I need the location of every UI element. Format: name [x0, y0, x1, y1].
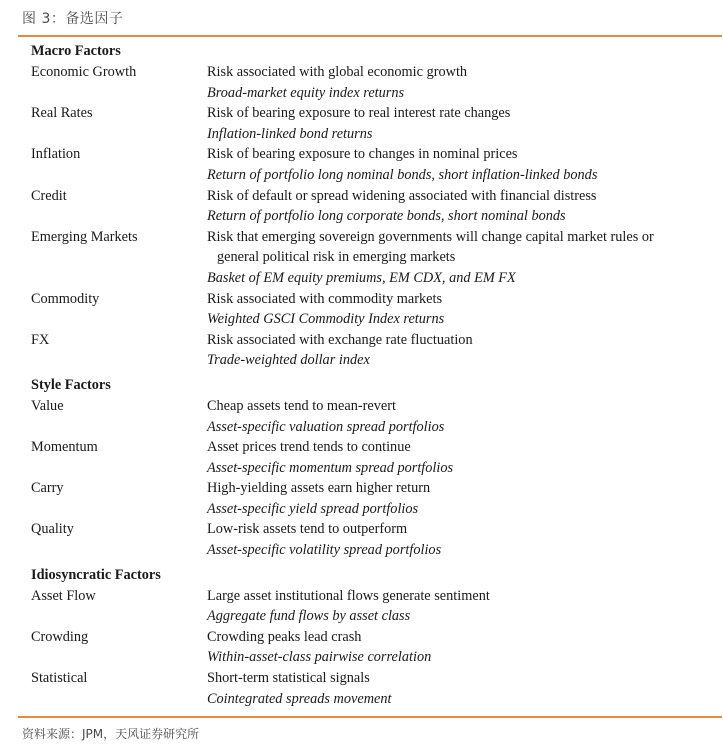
factor-name: Momentum	[31, 439, 98, 456]
factor-table	[31, 41, 711, 709]
factor-description: Short-term statistical signals	[207, 670, 370, 687]
factor-name: Emerging Markets	[31, 228, 138, 245]
section-header: Style Factors	[31, 376, 111, 393]
section-header: Macro Factors	[31, 43, 121, 59]
factor-description: Low-risk assets tend to outperform	[207, 521, 408, 538]
factor-proxy: Asset-specific valuation spread portfolios	[207, 418, 445, 435]
factor-row	[31, 627, 711, 668]
factor-proxy: Weighted GSCI Commodity Index returns	[207, 311, 445, 328]
factor-name: Crowding	[31, 628, 89, 645]
factor-detail	[207, 519, 687, 560]
top-rule	[18, 35, 722, 37]
factor-detail	[207, 227, 687, 289]
factor-detail	[207, 103, 687, 144]
factor-row	[31, 186, 711, 227]
factor-description: Risk associated with exchange rate fluctuation	[207, 331, 473, 348]
factor-row	[31, 478, 711, 519]
factor-row	[31, 668, 711, 709]
factor-description: Risk of default or spread widening associated with financial distress	[207, 187, 597, 204]
factor-detail	[207, 330, 687, 371]
factor-row	[31, 103, 711, 144]
factor-proxy: Broad-market equity index returns	[207, 84, 405, 101]
factor-proxy: Return of portfolio long nominal bonds, short inflation-linked bonds	[207, 166, 598, 183]
factor-name: Commodity	[31, 290, 100, 307]
factor-row	[31, 289, 711, 330]
factor-name: Inflation	[31, 146, 81, 163]
factor-detail	[207, 186, 687, 227]
factor-row	[31, 62, 711, 103]
factor-description: Risk that emerging sovereign governments will change capital market rules or general political risk in emerging markets	[207, 228, 654, 266]
figure-title: 图 3：备选因子	[22, 11, 124, 27]
factor-description: Asset prices trend tends to continue	[207, 439, 411, 456]
factor-detail	[207, 62, 687, 103]
factor-description: Large asset institutional flows generate sentiment	[207, 587, 490, 604]
factor-proxy: Asset-specific momentum spread portfolios	[207, 459, 454, 476]
factor-proxy: Return of portfolio long corporate bonds, short nominal bonds	[207, 208, 566, 225]
factor-row	[31, 330, 711, 371]
factor-description: Cheap assets tend to mean-revert	[207, 397, 396, 414]
factor-detail	[207, 668, 687, 709]
factor-row	[31, 396, 711, 437]
factor-description: High-yielding assets earn higher return	[207, 480, 431, 497]
factor-name: Value	[31, 397, 64, 414]
factor-name: Asset Flow	[31, 587, 96, 604]
factor-name: Carry	[31, 480, 64, 497]
factor-section	[31, 565, 711, 710]
factor-name: Credit	[31, 187, 67, 204]
factor-name: FX	[31, 331, 50, 348]
factor-row	[31, 144, 711, 185]
factor-detail	[207, 396, 687, 437]
factor-row	[31, 227, 711, 289]
bottom-rule	[18, 716, 722, 718]
factor-detail	[207, 586, 687, 627]
factor-detail	[207, 144, 687, 185]
factor-description: Risk of bearing exposure to real interest rate changes	[207, 105, 511, 122]
factor-detail	[207, 627, 687, 668]
factor-proxy: Asset-specific yield spread portfolios	[207, 500, 419, 517]
factor-name: Economic Growth	[31, 64, 137, 80]
factor-name: Quality	[31, 521, 74, 538]
factor-detail	[207, 437, 687, 478]
factor-row	[31, 586, 711, 627]
factor-section	[31, 41, 711, 371]
factor-name: Real Rates	[31, 105, 93, 122]
factor-proxy: Basket of EM equity premiums, EM CDX, and EM FX	[207, 269, 516, 286]
source-note: 资料来源：JPM，天风证券研究所	[22, 727, 200, 741]
factor-row	[31, 519, 711, 560]
factor-proxy: Trade-weighted dollar index	[207, 352, 370, 369]
factor-detail	[207, 478, 687, 519]
factor-proxy: Aggregate fund flows by asset class	[207, 608, 411, 625]
factor-description: Risk associated with global economic growth	[207, 64, 468, 80]
factor-proxy: Within-asset-class pairwise correlation	[207, 649, 432, 666]
factor-detail	[207, 289, 687, 330]
section-header: Idiosyncratic Factors	[31, 566, 161, 583]
factor-description: Crowding peaks lead crash	[207, 628, 362, 645]
factor-name: Statistical	[31, 670, 88, 687]
factor-proxy: Cointegrated spreads movement	[207, 690, 392, 707]
factor-description: Risk associated with commodity markets	[207, 290, 443, 307]
factor-section	[31, 375, 711, 561]
factor-proxy: Inflation-linked bond returns	[207, 125, 373, 142]
factor-description: Risk of bearing exposure to changes in nominal prices	[207, 146, 518, 163]
factor-row	[31, 437, 711, 478]
factor-proxy: Asset-specific volatility spread portfolios	[207, 542, 442, 559]
